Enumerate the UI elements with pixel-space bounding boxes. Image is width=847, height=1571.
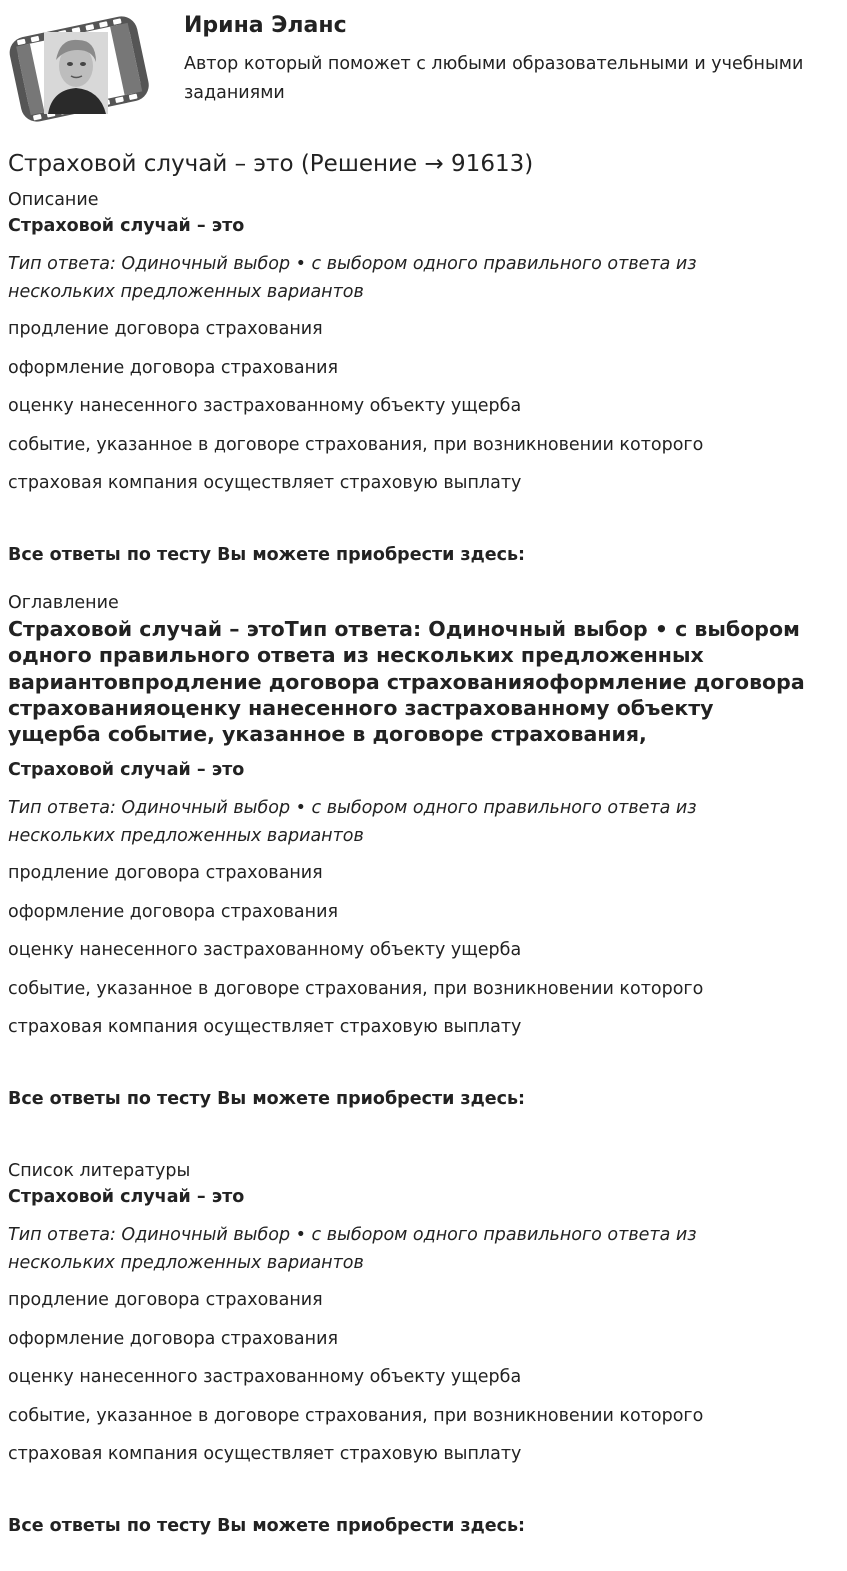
page-title: Страховой случай – это (Решение → 91613) [8, 151, 534, 177]
toc-heading: Страховой случай – этоТип ответа: Одиночный выбор • с выбором одного правильного ответа из нескольких предложенных вариантовпродление договора страхованияоформление договора страхованияоценку нанесенного застрахованному объекту ущерба событие, указанное в договоре страхования, [8, 617, 805, 747]
list-item: оценку нанесенного застрахованному объекту ущерба [8, 396, 522, 416]
answer-type: Тип ответа: Одиночный выбор • с выбором одного правильного ответа из нескольких предложенных вариантов [8, 1225, 697, 1273]
list-item: продление договора страхования [8, 863, 323, 884]
references-section [8, 1158, 808, 1539]
section-label: Оглавление [8, 593, 119, 613]
list-item: страховая компания осуществляет страховую выплату [8, 473, 522, 493]
buy-answers-link[interactable]: Все ответы по тесту Вы можете приобрести здесь: [8, 1088, 526, 1109]
list-item: оценку нанесенного застрахованному объекту ущерба [8, 1367, 522, 1387]
question-title: Страховой случай – это [8, 1187, 245, 1207]
list-item: оформление договора страхования [8, 901, 338, 922]
options-list [8, 859, 808, 1052]
list-item: оформление договора страхования [8, 1328, 338, 1349]
author-header [0, 0, 847, 140]
film-strip-portrait-icon [8, 8, 150, 128]
list-item: оформление договора страхования [8, 357, 338, 378]
buy-answers-link[interactable]: Все ответы по тесту Вы можете приобрести здесь: [8, 1515, 526, 1536]
buy-answers-link[interactable]: Все ответы по тесту Вы можете приобрести здесь: [8, 544, 526, 565]
author-description: Автор который поможет с любыми образовательными и учебными заданиями [184, 54, 804, 103]
toc-section [8, 590, 808, 1112]
question-title: Страховой случай – это [8, 216, 245, 236]
section-label: Список литературы [8, 1161, 191, 1181]
list-item: оценку нанесенного застрахованному объекту ущерба [8, 940, 522, 961]
list-item: продление договора страхования [8, 1290, 323, 1310]
answer-type: Тип ответа: Одиночный выбор • с выбором одного правильного ответа из нескольких предложенных вариантов [8, 254, 697, 302]
options-list [8, 315, 808, 508]
answer-type: Тип ответа: Одиночный выбор • с выбором одного правильного ответа из нескольких предложенных вариантов [8, 798, 697, 847]
list-item: событие, указанное в договоре страхования, при возникновении которого [8, 978, 704, 999]
description-section [8, 187, 808, 568]
question-title: Страховой случай – это [8, 760, 245, 781]
section-label: Описание [8, 190, 99, 210]
options-list [8, 1286, 808, 1479]
list-item: событие, указанное в договоре страхования, при возникновении которого [8, 434, 704, 455]
list-item: страховая компания осуществляет страховую выплату [8, 1444, 522, 1464]
list-item: событие, указанное в договоре страхования, при возникновении которого [8, 1405, 704, 1426]
list-item: страховая компания осуществляет страховую выплату [8, 1017, 522, 1038]
toc-body [8, 757, 808, 1112]
author-name: Ирина Эланс [184, 13, 347, 38]
list-item: продление договора страхования [8, 319, 323, 339]
